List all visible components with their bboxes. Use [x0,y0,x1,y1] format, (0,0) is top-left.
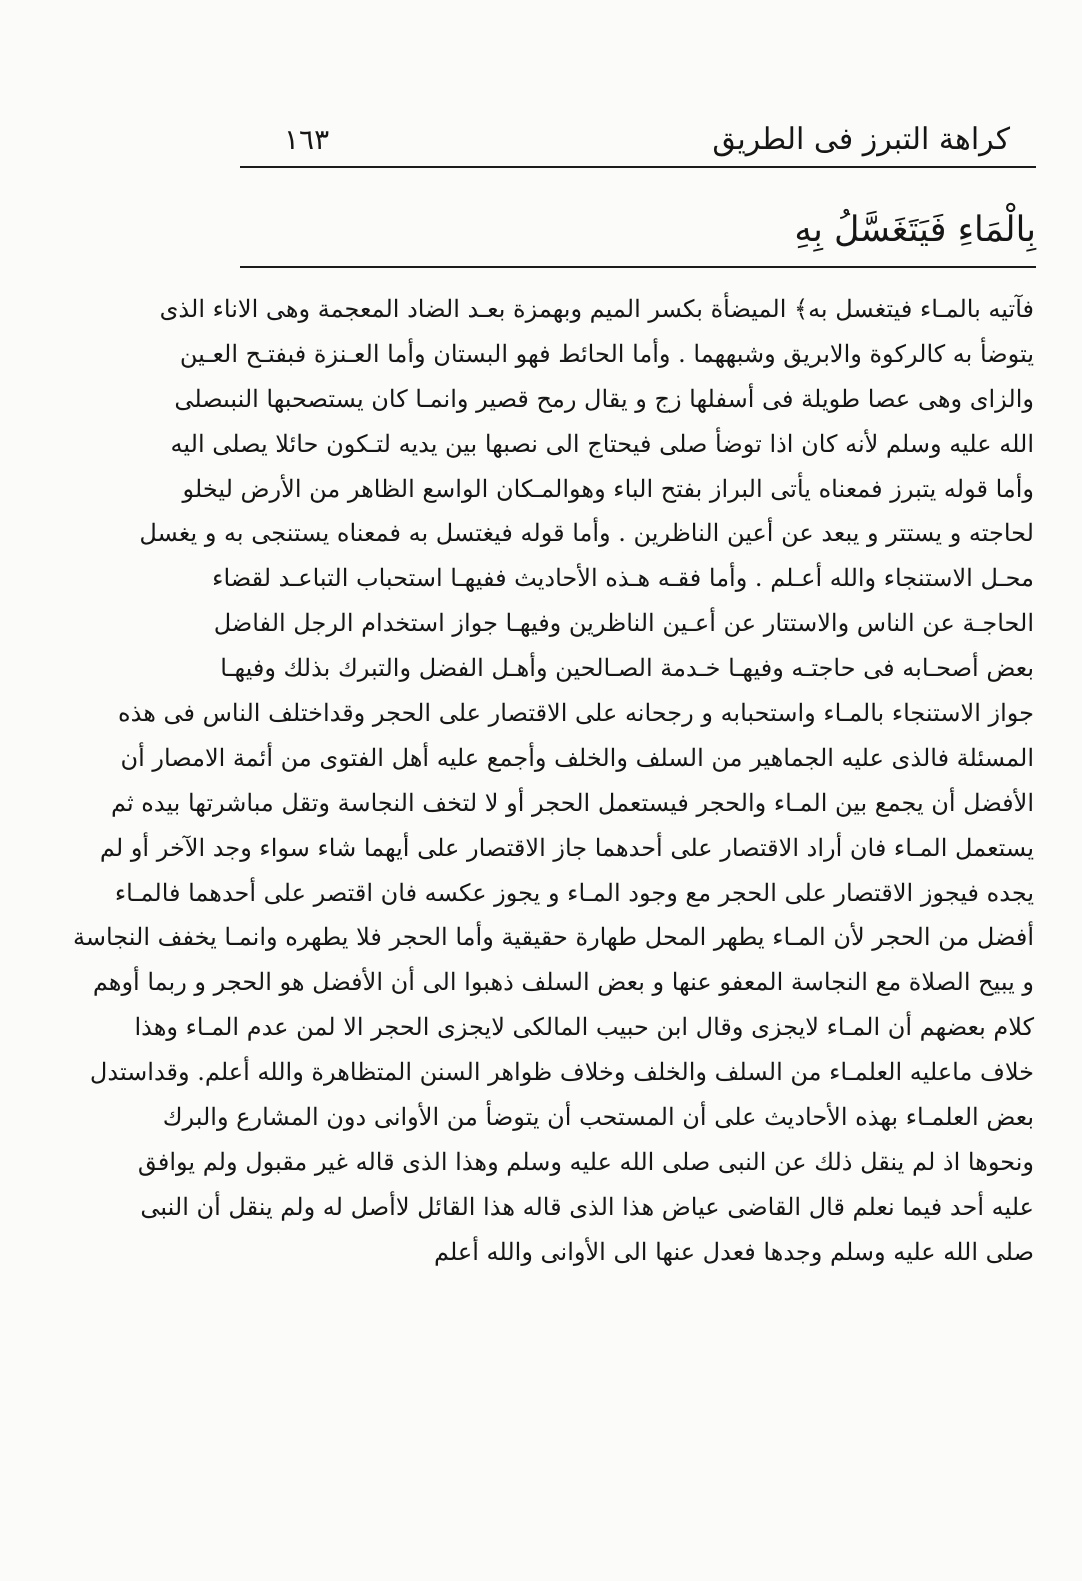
text-line: الله عليه وسلم لأنه كان اذا توضأ صلى فيحتاج الى نصبها بين يديه لتـكون حائلا يصلى اليه [170,429,1034,458]
text-line: جواز الاستنجاء بالمـاء واستحبابه و رجحانه على الاقتصار على الحجر وقداختلف الناس فى هذه [118,699,1034,728]
text-line: خلاف ماعليه العلمـاء من السلف والخلف وخلاف ظواهر السنن المتظاهرة والله أعلم. وقداستدل [89,1058,1034,1087]
text-line: لحاجته و يستتر و يبعد عن أعين الناظرين . وأما قوله فيغتسل به فمعناه يستنجى به و يغسل [139,519,1034,548]
text-line: والزاى وهى عصا طويلة فى أسفلها زج و يقال رمح قصير وانمـا كان يستصحبها النبىصلى [174,384,1034,413]
text-line: الحاجـة عن الناس والاستتار عن أعـين الناظرين وفيهـا جواز استخدام الرجل الفاضل [213,609,1034,638]
text-line: بعض العلمـاء بهذه الأحاديث على أن المستحب أن يتوضأ من الأوانى دون المشارع والبرك [162,1103,1034,1132]
header-rule [240,166,1036,168]
text-line: بعض أصحـابه فى حاجتـه وفيهـا خـدمة الصـالحين وأهـل الفضل والتبرك بذلك وفيهـا [220,654,1034,683]
text-line: يتوضأ به كالركوة والابريق وشبههما . وأما الحائط فهو البستان وأما العـنزة فبفتـح العـين [179,339,1034,368]
text-line: يجده فيجوز الاقتصار على الحجر مع وجود المـاء و يجوز عكسه فان اقتصر على أحدهما فالمـاء [114,878,1034,907]
text-line: صلى الله عليه وسلم وجدها فعدل عنها الى الأوانى والله أعلم [434,1237,1034,1266]
text-line: الأفضل أن يجمع بين المـاء والحجر فيستعمل الحجر أو لا لتخف النجاسة وتقل مباشرتها بيده ثم [110,788,1034,817]
text-line: أفضل من الحجر لأن المـاء يطهر المحل طهارة حقيقية وأما الحجر فلا يطهره وانمـا يخفف النجاسة [73,923,1034,952]
text-line: يستعمل المـاء فان أراد الاقتصار على أحدهما جاز الاقتصار على أيهما شاء سواء وجد الآخر أو لم [99,833,1034,862]
text-line: عليه أحد فيما نعلم قال القاضى عياض هذا الذى قاله هذا القائل لاأصل له ولم ينقل أن النبى [140,1192,1034,1221]
commentary-divider [240,266,1036,268]
text-line: المسئلة فالذى عليه الجماهير من السلف والخلف وأجمع عليه أهل الفتوى من أئمة الامصار أن [120,743,1034,772]
running-title: كراهة التبرز فى الطريق [712,122,1010,157]
text-line: و يبيح الصلاة مع النجاسة المعفو عنها و بعض السلف ذهبوا الى أن الأفضل هو الحجر و ربما أوهم [92,968,1034,997]
hadith-excerpt: بِالْمَاءِ فَيَتَغَسَّلُ بِهِ [794,210,1036,250]
text-line: محـل الاستنجاء والله أعـلم . وأما فقـه هـذه الأحاديث ففيهـا استحباب التباعـد لقضاء [212,564,1034,593]
text-line: كلام بعضهم أن المـاء لايجزى وقال ابن حبيب المالكى لايجزى الحجر الا لمن عدم المـاء وهذا [134,1013,1034,1042]
text-line: ونحوها اذ لم ينقل ذلك عن النبى صلى الله عليه وسلم وهذا الذى قاله غير مقبول ولم يوافق [137,1147,1034,1176]
text-line: فآتيه بالمـاء فيتغسل به﴾ الميضأة بكسر الميم وبهمزة بعـد الضاد المعجمة وهى الاناء الذى [159,295,1034,323]
page-number: ١٦٣ [284,123,330,156]
page-header [240,122,1036,162]
commentary-text [73,287,1034,1275]
text-line: وأما قوله يتبرز فمعناه يأتى البراز بفتح الباء وهوالمـكان الواسع الظاهر من الأرض ليخلو [182,474,1034,503]
